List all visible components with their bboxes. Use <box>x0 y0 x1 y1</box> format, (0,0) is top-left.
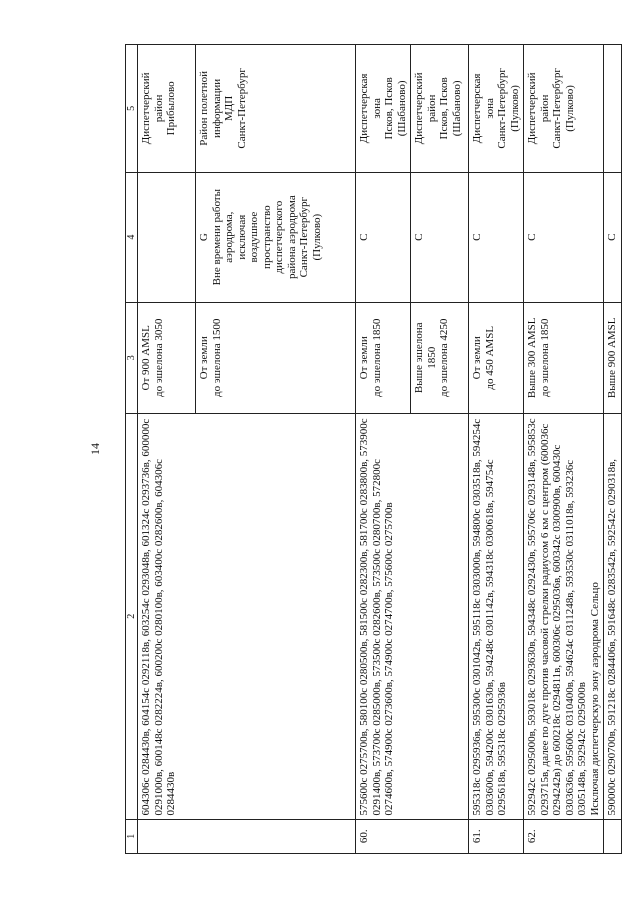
unit-line: (Пулково) <box>563 85 576 132</box>
coordinates-cell <box>469 414 524 820</box>
altitude-line: От земли <box>198 336 210 380</box>
altitude-line: 1850 <box>425 346 438 369</box>
altitude-cell <box>196 302 356 414</box>
unit-cell <box>469 45 524 173</box>
coordinates-cell <box>356 414 469 820</box>
unit-line: район <box>538 94 551 123</box>
airspace-table <box>125 44 622 854</box>
altitude-line: От земли <box>358 336 370 380</box>
altitude-line: Выше 300 AMSL <box>526 317 538 399</box>
unit-line: район <box>152 94 165 123</box>
altitude-line: Выше эшелона <box>413 322 425 394</box>
column-header: 3 <box>126 302 138 414</box>
unit-line: (Шабаново) <box>450 80 463 137</box>
class-line: аэродрома, <box>223 211 235 263</box>
unit-line: Диспетчерский <box>413 72 425 145</box>
coordinates-cell <box>138 414 356 820</box>
class-line: Санкт-Петербург <box>298 196 310 278</box>
altitude-cell <box>138 302 196 414</box>
unit-line: зона <box>483 98 496 119</box>
unit-line: (Шабаново) <box>395 80 408 137</box>
column-header: 4 <box>126 172 138 302</box>
row-number <box>604 819 622 853</box>
table-row <box>356 45 411 854</box>
table-row <box>524 45 604 854</box>
unit-line: Псков, Псков <box>438 77 450 140</box>
unit-line: Прибылово <box>165 81 177 136</box>
class-line: (Пулково) <box>310 213 323 261</box>
unit-line: Диспетчерский <box>140 72 152 145</box>
altitude-line: От 900 AMSL <box>140 325 152 391</box>
coordinates-text: 604306с 0284430в, 604154с 0292118в, 603254с 0293048в, 601324с 0293736в, 600000с 0291000в, 600148с 0282224в, 600200с 0280100в, 603400с 0282600в, 604306с 0284430в <box>140 418 177 816</box>
class-cell <box>411 172 469 302</box>
altitude-cell <box>524 302 604 414</box>
class-line: исключая <box>235 214 248 260</box>
coordinates-text: 575600с 0275700в, 580100с 0280500в, 581500с 0282300в, 581700с 0283800в, 573900с 0291400в, 573700с 0285000в, 573500с 0282600в, 573500с 0280700в, 572800с 0274600в, 574900с 0273600в, 574900с 0274700в, 575600с 0275700в <box>358 418 395 816</box>
class-line: района аэродрома <box>285 195 298 280</box>
class-cell: С <box>356 172 411 302</box>
coordinates-text: 590000с 0290700в, 591218с 0284406в, 591648с 0283542в, 592542с 0290318в, <box>606 458 618 816</box>
unit-line: Санкт-Петербург <box>496 68 508 149</box>
unit-line: (Пулково) <box>508 85 521 132</box>
class-cell <box>196 172 356 302</box>
page-number: 14 <box>88 443 102 455</box>
unit-line: Санкт-Петербург <box>551 68 563 149</box>
unit-line: МДП <box>223 95 235 122</box>
rotated-content <box>85 44 618 854</box>
coordinates-text: 592942с 0295000в, 593018с 0293630в, 594348с 0292430в, 595706с 0293148в, 595853с 0293715в, далее по дуге против часовой стрелки радиусом 6 км с центром (600036с 0294242в) до 600218с 0294811в, 600306с 0295036в, 600342с 0300900в, 600430с 0303636в, 595600с 0310400в, 594624с 0311248в, 593530с 0311018в, 593236с 0305148в, 592942с 0295000в <box>526 418 588 816</box>
altitude-line: до эшелона 3050 <box>152 318 165 398</box>
unit-line: информации <box>210 78 223 138</box>
class-line: G <box>198 233 210 242</box>
coordinates-text: 595318с 0295936в, 595300с 0301042в, 595118с 0303000в, 594800с 0303518в, 594254с 0303600в, 594200с 0301630в, 594248с 0301142в, 594318с 0300618в, 594754с 0295618в, 595318с 0295936в <box>471 418 508 816</box>
class-cell: С <box>469 172 524 302</box>
unit-cell <box>524 45 604 173</box>
altitude-line: до эшелона 1850 <box>538 318 551 398</box>
class-line: диспетчерского <box>273 200 285 274</box>
class-line: воздушное <box>248 211 260 263</box>
class-line: пространство <box>260 205 273 269</box>
altitude-cell <box>469 302 524 414</box>
unit-cell <box>411 45 469 173</box>
class-cell: С <box>604 172 622 302</box>
altitude-line: до эшелона 1850 <box>370 318 383 398</box>
row-number <box>138 819 356 853</box>
unit-line: Санкт-Петербург <box>235 68 248 149</box>
unit-line: Район полетной <box>198 71 210 146</box>
column-header: 5 <box>126 45 138 173</box>
altitude-line: От земли <box>471 336 483 380</box>
unit-cell <box>356 45 411 173</box>
unit-line: Диспетчерская <box>358 73 370 144</box>
unit-cell <box>196 45 356 173</box>
column-header: 2 <box>126 414 138 820</box>
unit-cell <box>138 45 196 173</box>
coordinates-note: Исключая диспетчерскую зону аэродрома Сельцо <box>588 582 601 816</box>
table-row <box>604 45 622 854</box>
unit-line: зона <box>370 98 383 119</box>
table-row <box>469 45 524 854</box>
class-cell: С <box>524 172 604 302</box>
row-number: 62. <box>524 819 604 853</box>
unit-line: Диспетчерский <box>526 72 538 145</box>
unit-line: Псков, Псков <box>383 77 395 140</box>
class-line: С <box>413 233 425 241</box>
column-header: 1 <box>126 819 138 853</box>
altitude-line: до эшелона 4250 <box>438 318 450 398</box>
row-number: 60. <box>356 819 469 853</box>
row-number: 61. <box>469 819 524 853</box>
altitude-line: до эшелона 1500 <box>210 318 223 398</box>
altitude-line: Выше 900 AMSL <box>606 317 618 399</box>
unit-cell <box>604 45 622 173</box>
class-line: Вне времени работы <box>210 188 223 286</box>
unit-line: район <box>425 94 438 123</box>
coordinates-cell <box>524 414 604 820</box>
header-row <box>126 45 138 854</box>
table-row <box>138 45 196 854</box>
altitude-line: до 450 AMSL <box>483 325 496 390</box>
altitude-cell <box>604 302 622 414</box>
unit-line: Диспетчерская <box>471 73 483 144</box>
altitude-cell <box>356 302 411 414</box>
altitude-cell <box>411 302 469 414</box>
class-cell <box>138 172 196 302</box>
coordinates-cell <box>604 414 622 820</box>
